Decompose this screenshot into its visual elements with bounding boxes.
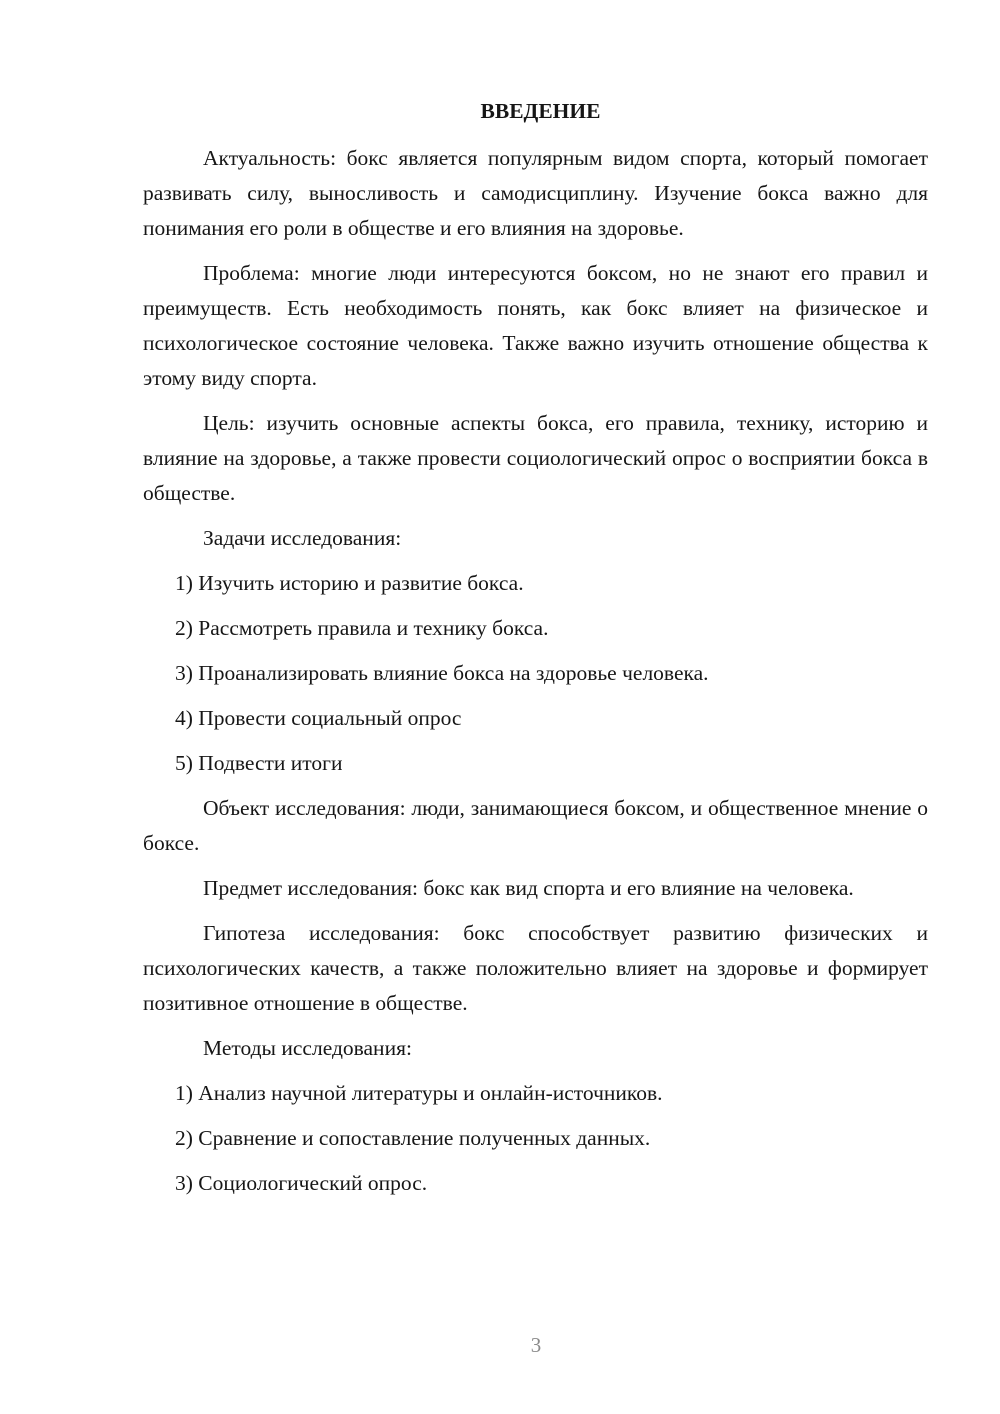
section-heading: ВВЕДЕНИЕ (480, 99, 601, 123)
paragraph-object: Объект исследования: люди, занимающиеся боксом, и общественное мнение о боксе. (143, 796, 928, 855)
list-item: 1) Изучить историю и развитие бокса. (175, 571, 524, 595)
list-item: 5) Подвести итоги (175, 751, 343, 775)
list-item: 2) Сравнение и сопоставление полученных данных. (175, 1126, 651, 1150)
list-item: 2) Рассмотреть правила и технику бокса. (175, 616, 549, 640)
list-item: 1) Анализ научной литературы и онлайн-источников. (175, 1081, 663, 1105)
list-item: 3) Проанализировать влияние бокса на здоровье человека. (175, 661, 709, 685)
tasks-label: Задачи исследования: (203, 526, 402, 550)
page-content (143, 94, 928, 1211)
paragraph-problem: Проблема: многие люди интересуются боксом, но не знают его правил и преимуществ. Есть необходимость понять, как бокс влияет на физическое и психологическое состояние человека. Также важно изучить отношение общества к этому виду спорта. (143, 261, 928, 390)
page-number: 3 (530, 1333, 542, 1357)
methods-label: Методы исследования: (203, 1036, 412, 1060)
paragraph-relevance: Актуальность: бокс является популярным видом спорта, который помогает развивать силу, выносливость и самодисциплину. Изучение бокса важно для понимания его роли в обществе и его влияния на здоровье. (143, 146, 928, 240)
list-item: 3) Социологический опрос. (175, 1171, 428, 1195)
list-item: 4) Провести социальный опрос (175, 706, 462, 730)
tasks-list (143, 566, 928, 781)
paragraph-hypothesis: Гипотеза исследования: бокс способствует развитию физических и психологических качеств, а также положительно влияет на здоровье и формирует позитивное отношение в обществе. (143, 921, 928, 1015)
paragraph-subject: Предмет исследования: бокс как вид спорта и его влияние на человека. (203, 876, 854, 900)
paragraph-goal: Цель: изучить основные аспекты бокса, его правила, технику, историю и влияние на здоровье, а также провести социологический опрос о восприятии бокса в обществе. (143, 411, 928, 505)
methods-list (143, 1076, 928, 1201)
